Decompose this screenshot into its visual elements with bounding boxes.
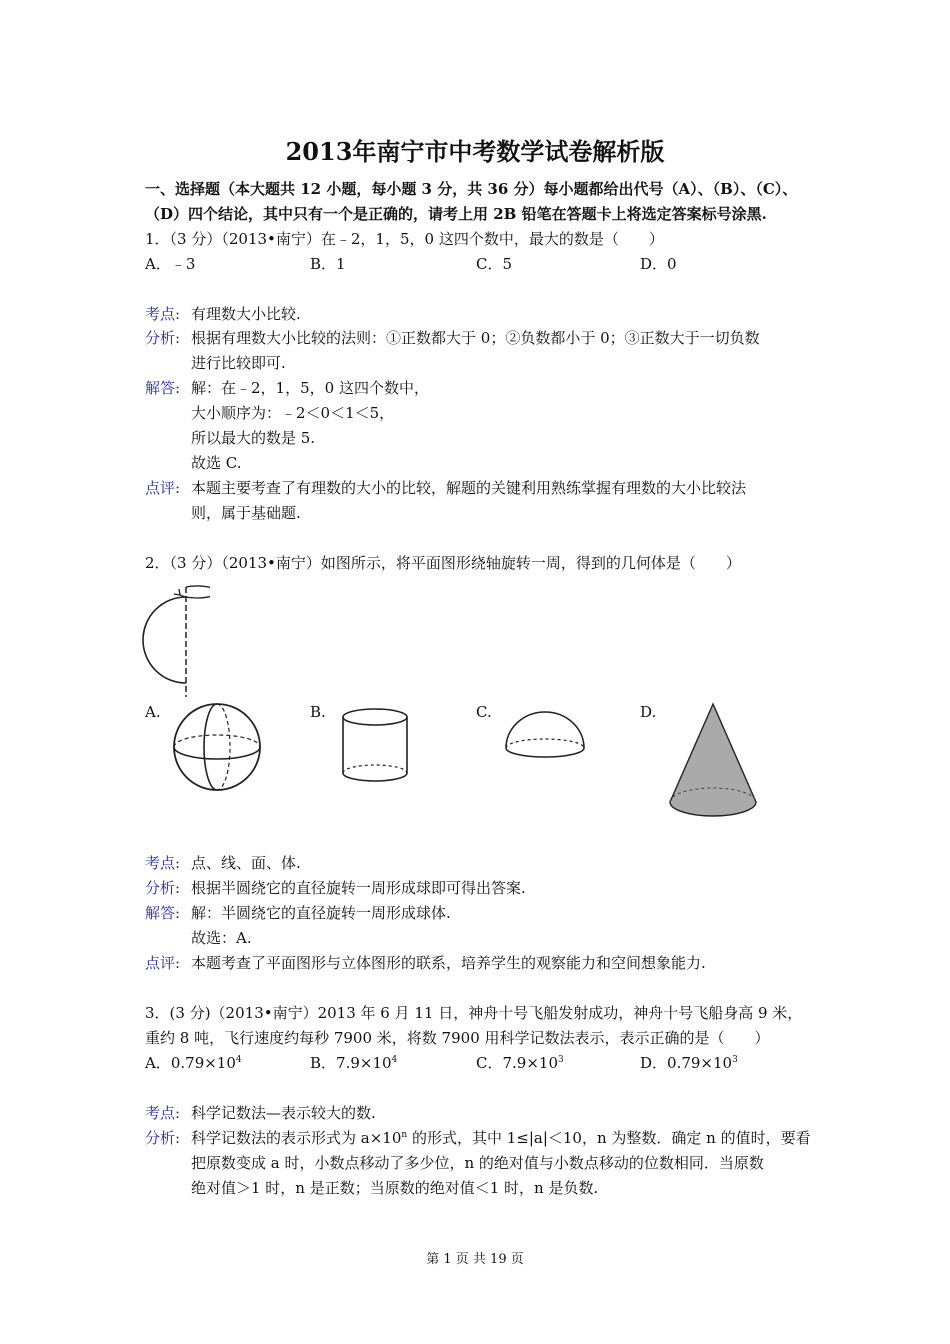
q3-stem-line2: 重约 8 吨，飞行速度约每秒 7900 米，将数 7900 用科学记数法表示，表示正确的是（ ） <box>145 1029 770 1047</box>
q2-jieda-line1: 解：半圆绕它的直径旋转一周形成球体. <box>191 904 451 922</box>
q3-option-b: B．$7.9\times 10^4$ <box>310 1054 398 1072</box>
q2-dianping: 本题考查了平面图形与立体图形的联系，培养学生的观察能力和空间想象能力. <box>191 954 706 972</box>
q1-kaodian: 有理数大小比较. <box>191 305 301 323</box>
q1-option-b: B．1 <box>310 255 346 273</box>
q2-kaodian: 点、线、面、体. <box>191 854 301 872</box>
cylinder-figure <box>336 705 416 785</box>
q3-option-d: D．$0.79\times 10^3$ <box>640 1054 738 1072</box>
q3-kaodian-label: 考点: <box>145 1104 181 1122</box>
q1-jieda-label: 解答: <box>145 379 181 397</box>
page-footer: 第 1 页 共 19 页 <box>426 1252 524 1267</box>
q1-option-a: A．﹣3 <box>145 255 196 273</box>
q1-stem: 1．（3 分）（2013•南宁）在﹣2，1，5，0 这四个数中，最大的数是（ ） <box>145 230 664 248</box>
q2-dianping-label: 点评: <box>145 954 181 972</box>
page-title: 2013年南宁市中考数学试卷解析版 <box>285 137 665 166</box>
q2-option-b: B. <box>310 703 326 721</box>
q1-jieda-line2: 大小顺序为：﹣2＜0＜1＜5， <box>191 404 395 422</box>
q1-fenxi-label: 分析: <box>145 329 181 347</box>
q2-jieda-line2: 故选：A. <box>191 929 252 947</box>
q1-dianping-line2: 则，属于基础题. <box>191 504 301 522</box>
q3-stem-line1: 3．(3 分)（2013•南宁）2013 年 6 月 11 日，神舟十号飞船发射成功，神舟十号飞船身高 9 米， <box>145 1004 803 1022</box>
q1-jieda-line3: 所以最大的数是 5. <box>191 429 316 447</box>
cone-figure <box>665 700 761 820</box>
q3-fenxi-line1: 科学记数法的表示形式为 $a\times 10^n$ 的形式，其中 1≤|a|＜10，n 为整数．确定 n 的值时，要看 <box>191 1129 811 1147</box>
q3-fenxi-line2: 把原数变成 a 时，小数点移动了多少位，n 的绝对值与小数点移动的位数相同．当原数 <box>191 1154 764 1172</box>
q1-fenxi-line2: 进行比较即可. <box>191 354 286 372</box>
q1-option-c: C．5 <box>476 255 513 273</box>
q1-dianping-label: 点评: <box>145 479 181 497</box>
q2-fenxi: 根据半圆绕它的直径旋转一周形成球即可得出答案. <box>191 879 526 897</box>
section-heading-line2: （D）四个结论，其中只有一个是正确的，请考上用 2B 铅笔在答题卡上将选定答案标号涂黑. <box>145 205 767 223</box>
hemisphere-figure <box>500 706 590 766</box>
q2-jieda-label: 解答: <box>145 904 181 922</box>
q2-option-d: D. <box>640 703 657 721</box>
q1-option-d: D．0 <box>640 255 677 273</box>
q2-option-a: A. <box>145 703 161 721</box>
q2-fenxi-label: 分析: <box>145 879 181 897</box>
q2-stem: 2．（3 分）（2013•南宁）如图所示，将平面图形绕轴旋转一周，得到的几何体是（ ） <box>145 554 741 572</box>
sphere-figure <box>170 700 264 794</box>
q1-kaodian-label: 考点: <box>145 305 181 323</box>
section-heading-line1: 一、选择题（本大题共 12 小题，每小题 3 分，共 36 分）每小题都给出代号（A）、（B）、（C）、 <box>145 180 798 198</box>
q1-jieda-line4: 故选 C. <box>191 454 242 472</box>
q3-option-c: C．$7.9\times 10^3$ <box>476 1054 564 1072</box>
q2-option-c: C. <box>476 703 492 721</box>
q1-fenxi-line1: 根据有理数大小比较的法则：①正数都大于 0；②负数都小于 0；③正数大于一切负数 <box>191 329 760 347</box>
q1-jieda-line1: 解：在﹣2，1，5，0 这四个数中， <box>191 379 429 397</box>
q3-fenxi-line3: 绝对值＞1 时，n 是正数；当原数的绝对值＜1 时，n 是负数. <box>191 1179 599 1197</box>
q1-dianping-line1: 本题主要考查了有理数的大小的比较，解题的关键利用熟练掌握有理数的大小比较法 <box>191 479 747 497</box>
semicircle-figure <box>140 575 210 700</box>
q3-option-a: A．$0.79\times 10^4$ <box>145 1054 242 1072</box>
q3-fenxi-label: 分析: <box>145 1129 181 1147</box>
q3-kaodian: 科学记数法—表示较大的数. <box>191 1104 376 1122</box>
q2-kaodian-label: 考点: <box>145 854 181 872</box>
